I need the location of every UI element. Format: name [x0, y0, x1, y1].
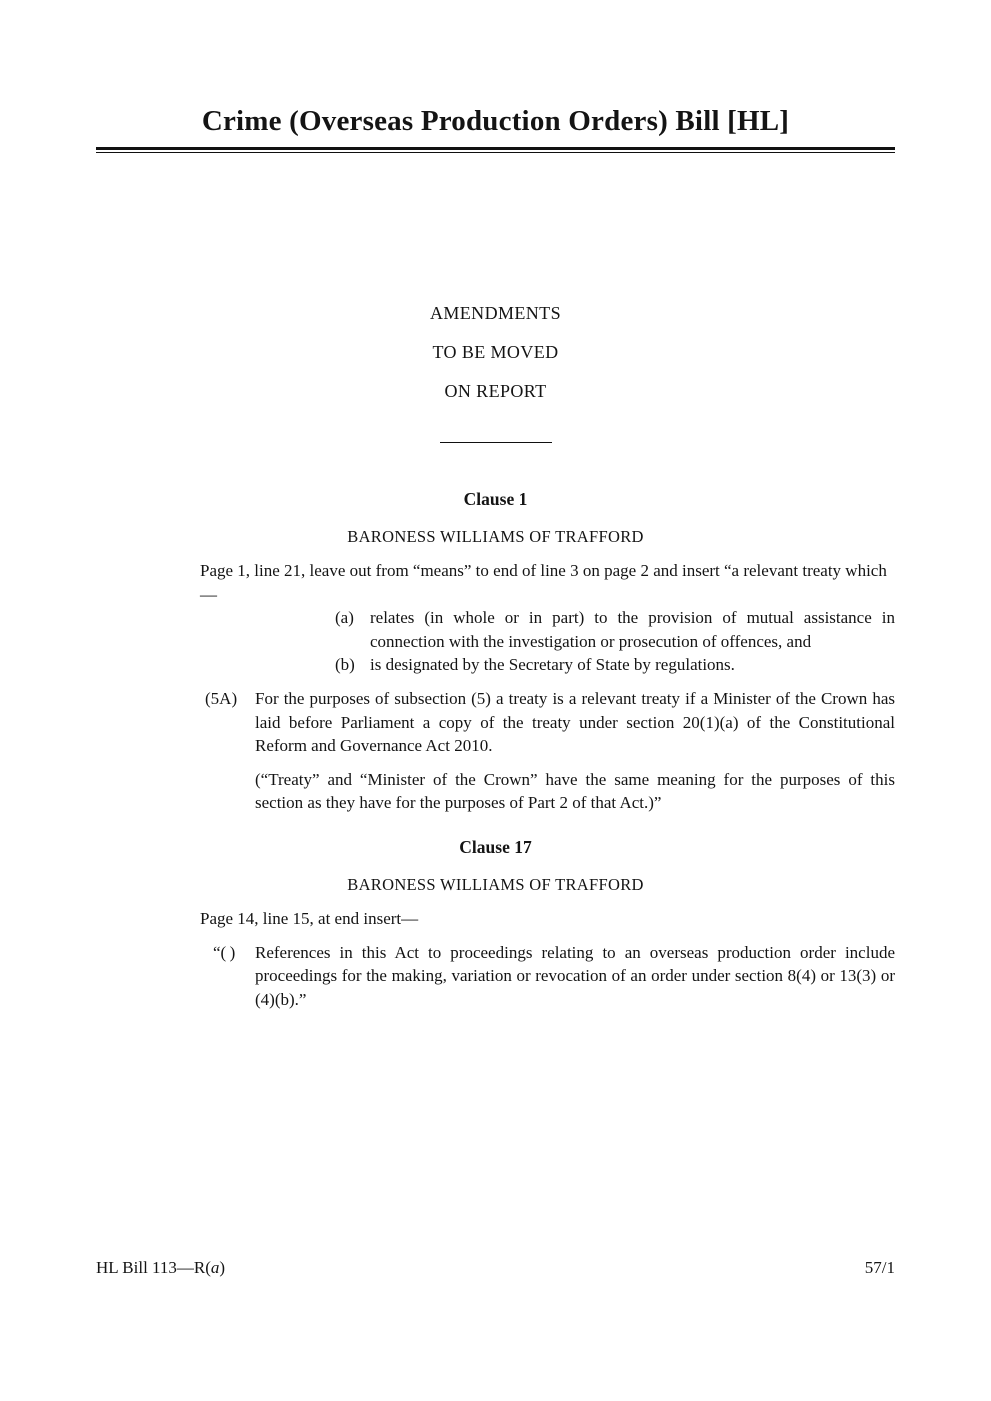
clause-1-heading: Clause 1 [463, 489, 528, 509]
amendments-heading-line3: ON REPORT [444, 381, 547, 401]
clause-17-mover: BARONESS WILLIAMS OF TRAFFORD [347, 874, 644, 894]
page-title: Crime (Overseas Production Orders) Bill [HL] [201, 105, 790, 137]
clause-17-item-label: “( ) [213, 942, 236, 962]
section-divider [440, 442, 552, 443]
clause-1-item-b-label: (b) [335, 655, 355, 675]
footer-bill-number-prefix: HL Bill 113—R( [96, 1258, 211, 1277]
title-rule-thick [96, 147, 895, 150]
clause-17-instruction: Page 14, line 15, at end insert— [200, 908, 419, 928]
clause-1-item-a [335, 606, 895, 653]
clause-1-amendment [200, 559, 895, 815]
amendments-heading-block [96, 303, 895, 402]
footer-session-number: 57/1 [864, 1258, 895, 1277]
amendments-heading-line2: TO BE MOVED [432, 342, 559, 362]
footer-bill-number-italic: a [210, 1258, 220, 1277]
footer-bill-number [96, 1258, 225, 1278]
clause-1-item-b [335, 653, 895, 677]
title-rule-thin [96, 152, 895, 153]
clause-17-heading: Clause 17 [459, 836, 532, 857]
clause-1-item-b-text: is designated by the Secretary of State by regulations. [370, 655, 735, 675]
clause-1-instruction: Page 1, line 21, leave out from “means” to end of line 3 on page 2 and insert “a relevant treaty which— [200, 561, 887, 604]
clause-1-treaty-note-text: (“Treaty” and “Minister of the Crown” have the same meaning for the purposes of this section as they have for the purposes of Part 2 of that Act.)” [255, 769, 895, 813]
amendments-heading-line1: AMENDMENTS [429, 303, 561, 323]
clause-1-item-a-text: relates (in whole or in part) to the provision of mutual assistance in connection with the investigation or prosecution of offences, and [370, 608, 895, 651]
clause-1-subsection-5a-text: For the purposes of subsection (5) a treaty is a relevant treaty if a Minister of the Crown has laid before Parliament a copy of the treaty under section 20(1)(a) of the Constitutional Reform and Governance Act 2010. [255, 688, 895, 756]
clause-1-subsection-5a-label: (5A) [205, 688, 238, 708]
clause-17-item [200, 941, 895, 1012]
clause-1-treaty-note-label [200, 768, 255, 815]
clause-17-amendment [200, 907, 895, 1011]
clause-17-item-text: References in this Act to proceedings relating to an overseas production order include proceedings for the making, variation or revocation of an order under section 8(4) or 13(3) or (4)(b).” [255, 942, 895, 1009]
clause-1-subsection-5a [200, 687, 895, 758]
clause-1-item-a-label: (a) [335, 608, 354, 628]
footer-bill-number-suffix: ) [219, 1258, 226, 1277]
clause-1-treaty-note [200, 768, 895, 815]
clause-1-mover: BARONESS WILLIAMS OF TRAFFORD [347, 527, 644, 546]
page-footer [96, 1258, 895, 1278]
